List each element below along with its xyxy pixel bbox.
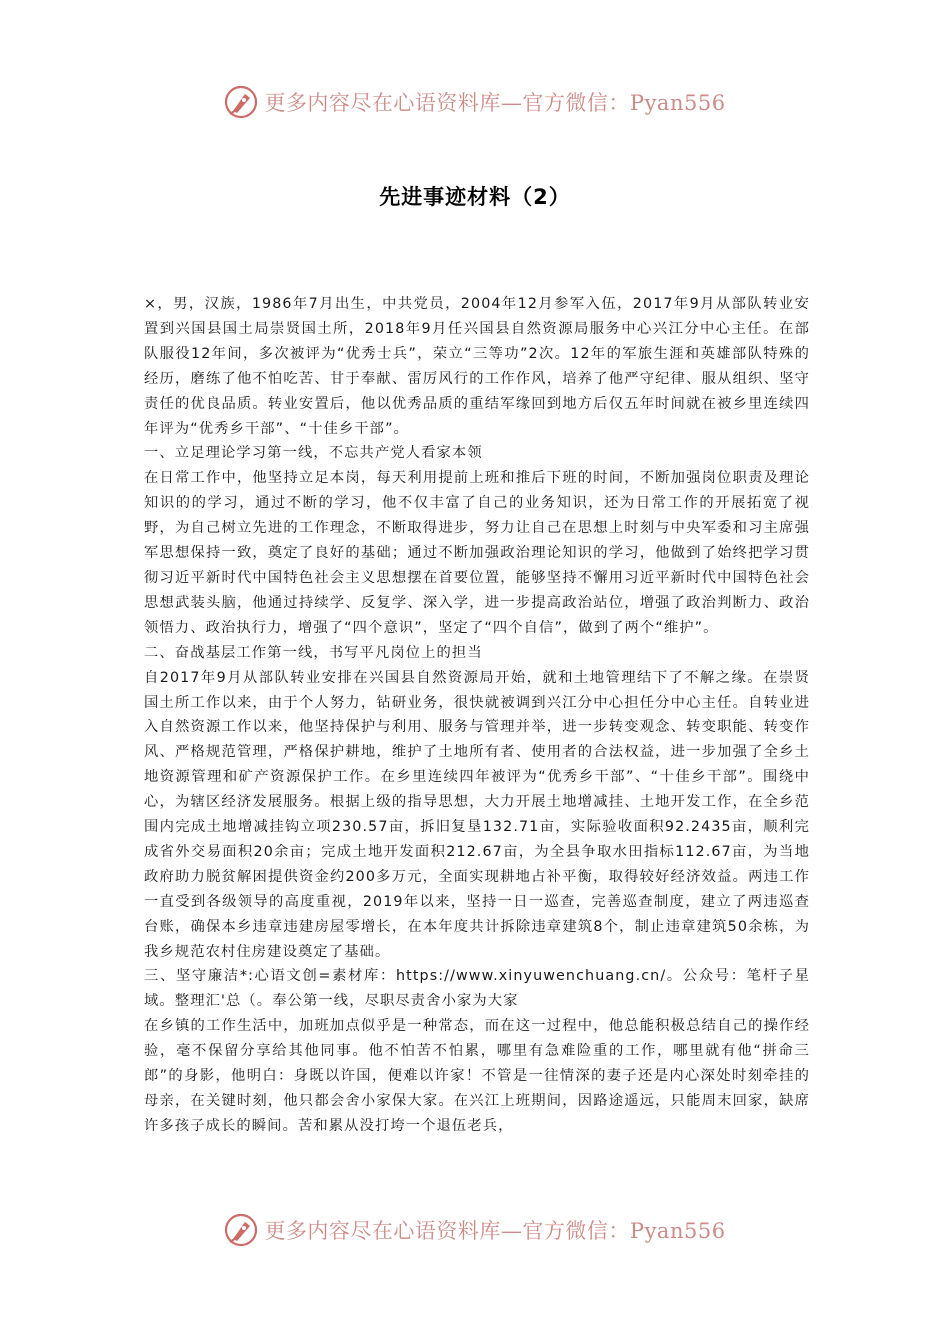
section-heading-3: 三、坚守廉洁*:心语文创=素材库：https://www.xinyuwenchuang.cn/。公众号：笔杆子星域。整理汇'总（。奉公第一线，尽职尽责舍小家为大家	[144, 968, 810, 1010]
footer-banner	[0, 1208, 950, 1252]
document-body	[144, 292, 810, 1139]
section-paragraph-1: 在日常工作中，他坚持立足本岗，每天利用提前上班和推后下班的时间，不断加强岗位职责及理论知识的的学习，通过不断的学习，他不仅丰富了自己的业务知识，还为日常工作的开展拓宽了视野，为自己树立先进的工作理念，不断取得进步，努力让自己在思想上时刻与中央军委和习主席强军思想保持一致，奠定了良好的基础；通过不断加强政治理论知识的学习，他做到了始终把学习贯彻习近平新时代中国特色社会主义思想摆在首要位置，能够坚持不懈用习近平新时代中国特色社会思想武装头脑，他通过持续学、反复学、深入学，进一步提高政治站位，增强了政治判断力、政治领悟力、政治执行力，增强了“四个意识”，坚定了“四个自信”，做到了两个“维护”。	[144, 470, 810, 636]
section-heading-2: 二、奋战基层工作第一线，书写平凡岗位上的担当	[144, 644, 483, 661]
intro-paragraph: ×，男，汉族，1986年7月出生，中共党员，2004年12月参军入伍，2017年9月从部队转业安置到兴国县国土局崇贤国土所，2018年9月任兴国县自然资源局服务中心兴江分中心主任。在部队服役12年间，多次被评为“优秀士兵”，荣立“三等功”2次。12年的军旅生涯和英雄部队特殊的经历，磨练了他不怕吃苦、甘于奉献、雷厉风行的工作作风，培养了他严守纪律、服从组织、坚守责任的优良品质。转业安置后，他以优秀品质的重结军缘回到地方后仅五年时间就在被乡里连续四年评为“优秀乡干部”、“十佳乡干部”。	[144, 296, 810, 437]
pen-nib-logo-icon	[224, 1213, 258, 1247]
pen-nib-logo-icon	[224, 85, 258, 119]
section-heading-1: 一、立足理论学习第一线，不忘共产党人看家本领	[144, 445, 483, 462]
header-banner	[0, 80, 950, 124]
document-title: 先进事迹材料（2）	[379, 185, 571, 209]
footer-banner-text: 更多内容尽在心语资料库—官方微信：Pyan556	[264, 1219, 726, 1243]
section-paragraph-3: 在乡镇的工作生活中，加班加点似乎是一种常态，而在这一过程中，他总能积极总结自己的操作经验，毫不保留分享给其他同事。他不怕苦不怕累，哪里有急难险重的工作，哪里就有他“拼命三郎”的身影，他明白：身既以许国，便难以许家！不管是一往情深的妻子还是内心深处时刻牵挂的母亲，在关键时刻，他只都会舍小家保大家。在兴江上班期间，因路途遥远，只能周末回家，缺席许多孩子成长的瞬间。苦和累从没打垮一个退伍老兵，	[144, 1018, 810, 1134]
section-paragraph-2: 自2017年9月从部队转业安排在兴国县自然资源局开始，就和土地管理结下了不解之缘。在崇贤国土所工作以来，由于个人努力，钻研业务，很快就被调到兴江分中心担任分中心主任。自转业进入自然资源工作以来，他坚持保护与利用、服务与管理并举，进一步转变观念、转变职能、转变作风、严格规范管理，严格保护耕地，维护了土地所有者、使用者的合法权益，进一步加强了全乡土地资源管理和矿产资源保护工作。在乡里连续四年被评为“优秀乡干部”、“十佳乡干部”。围绕中心，为辖区经济发展服务。根据上级的指导思想，大力开展土地增减挂、土地开发工作，在全乡范围内完成土地增减挂钩立项230.57亩，拆旧复垦132.71亩，实际验收面积92.2435亩，顺利完成省外交易面积20余亩；完成土地开发面积212.67亩，为全县争取水田指标112.67亩，为当地政府助力脱贫解困提供资金约200多万元，全面实现耕地占补平衡，取得较好经济效益。两违工作一直受到各级领导的高度重视，2019年以来，坚持一日一巡查，完善巡查制度，建立了两违巡查台账，确保本乡违章违建房屋零增长，在本年度共计拆除违章建筑8个，制止违章建筑50余栋，为我乡规范农村住房建设奠定了基础。	[144, 669, 810, 960]
header-banner-text: 更多内容尽在心语资料库—官方微信：Pyan556	[264, 91, 726, 115]
